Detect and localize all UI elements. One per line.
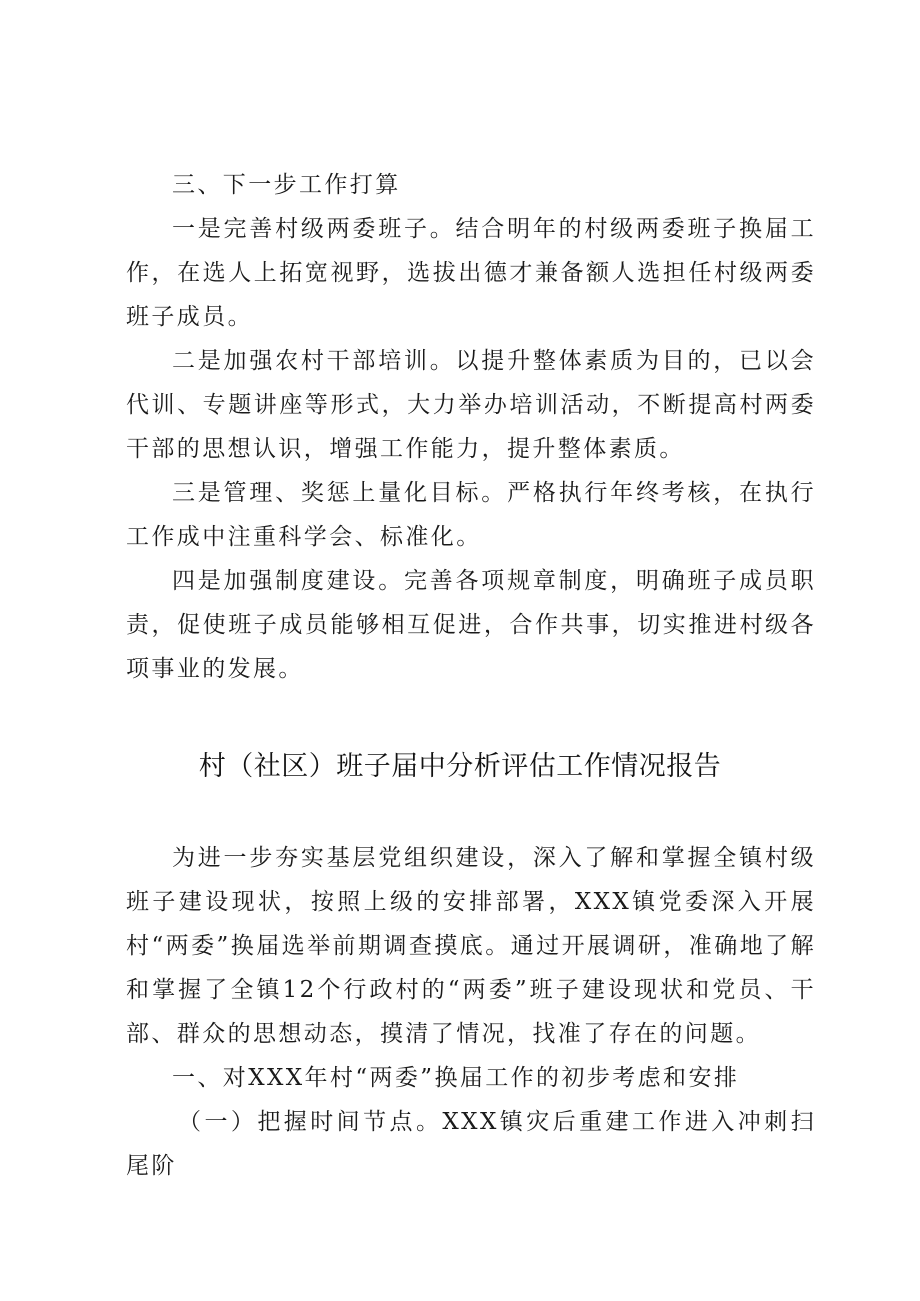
section-heading-next-steps: 三、下一步工作打算: [172, 172, 401, 198]
paragraph-cadre-training: 二是加强农村干部培训。以提升整体素质为目的，已以会代训、专题讲座等形式，大力举办培训活动，不断提高村两委干部的思想认识，增强工作能力，提升整体素质。: [126, 348, 816, 462]
paragraph-report-intro: 为进一步夯实基层党组织建设，深入了解和掌握全镇村级班子建设现状，按照上级的安排部署，XXX镇党委深入开展村“两委”换届选举前期调查摸底。通过开展调研，准确地了解和掌握了全镇12个行政村的“两委”班子建设现状和党员、干部、群众的思想动态，摸清了情况，找准了存在的问题。: [126, 845, 817, 1047]
paragraph-system-building: 四是加强制度建设。完善各项规章制度，明确班子成员职责，促使班子成员能够相互促进，合作共事，切实推进村级各项事业的发展。: [126, 568, 816, 682]
section-heading-election-arrangements: 一、对XXX年村“两委”换届工作的初步考虑和安排: [172, 1065, 740, 1091]
paragraph-quantified-goals: 三是管理、奖惩上量化目标。严格执行年终考核，在执行工作成中注重科学会、标准化。: [126, 480, 816, 550]
paragraph-improve-committees: 一是完善村级两委班子。结合明年的村级两委班子换届工作，在选人上拓宽视野，选拔出德才兼备额人选担任村级两委班子成员。: [126, 216, 816, 330]
report-title: 村（社区）班子届中分析评估工作情况报告: [198, 751, 722, 782]
subsection-time-nodes: （一）把握时间节点。XXX镇灾后重建工作进入冲刺扫尾阶: [126, 1109, 816, 1179]
